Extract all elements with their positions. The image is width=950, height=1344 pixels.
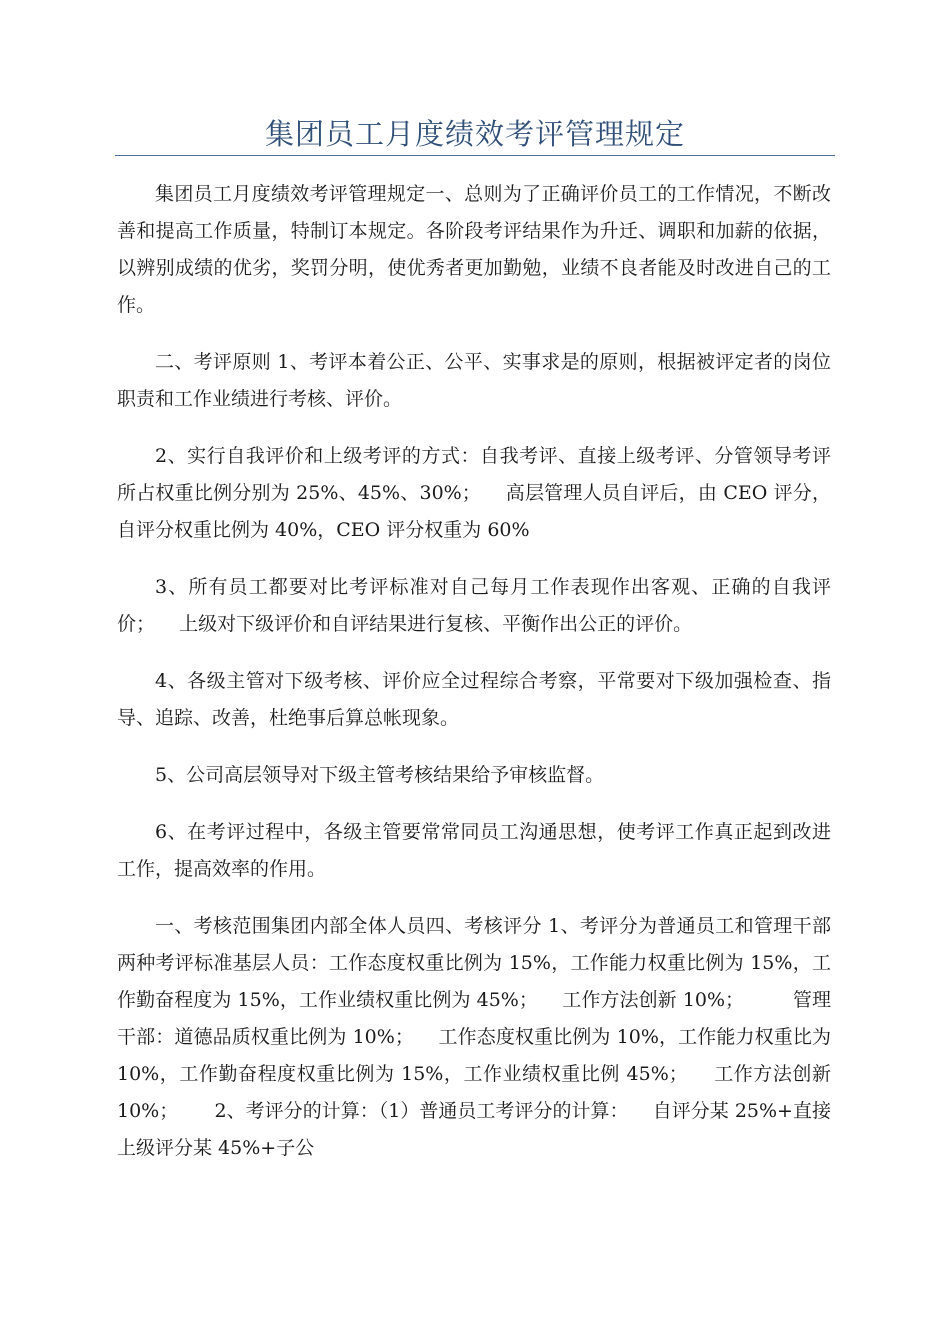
paragraph-principle-1: 二、考评原则 1、考评本着公正、公平、实事求是的原则，根据被评定者的岗位职责和工作业绩进行考核、评价。 bbox=[117, 351, 831, 410]
paragraph-principle-3: 3、所有员工都要对比考评标准对自己每月工作表现作出客观、正确的自我评价； 上级对下级评价和自评结果进行复核、平衡作出公正的评价。 bbox=[117, 576, 831, 635]
document-title: 集团员工月度绩效考评管理规定 bbox=[264, 117, 685, 151]
paragraph-principle-6: 6、在考评过程中，各级主管要常常同员工沟通思想，使考评工作真正起到改进工作，提高效率的作用。 bbox=[117, 821, 831, 880]
paragraph-principle-2: 2、实行自我评价和上级考评的方式：自我考评、直接上级考评、分管领导考评所占权重比例分别为 25%、45%、30%； 高层管理人员自评后，由 CEO 评分，自评分权重比例为 40%，CEO 评分权重为 60% bbox=[117, 445, 831, 541]
paragraph-scope-scoring: 一、考核范围集团内部全体人员四、考核评分 1、考评分为普通员工和管理干部两种考评标准基层人员：工作态度权重比例为 15%，工作能力权重比例为 15%，工作勤奋程度为 15%，工作业绩权重比例为 45%； 工作方法创新 10%； 管理干部：道德品质权重比例为 10%； 工作态度权重比例为 10%，工作能力权重比为 10%，工作勤奋程度权重比例为 15%，工作业绩权重比例 45%； 工作方法创新 10%； 2、考评分的计算：（1）普通员工考评分的计算： 自评分某 25%+直接上级评分某 45%+子公 bbox=[117, 915, 838, 1159]
paragraph-principle-4: 4、各级主管对下级考核、评价应全过程综合考察，平常要对下级加强检查、指导、追踪、改善，杜绝事后算总帐现象。 bbox=[117, 670, 831, 729]
document-body bbox=[117, 176, 838, 1187]
paragraph-principle-5: 5、公司高层领导对下级主管考核结果给予审核监督。 bbox=[155, 764, 605, 786]
paragraph-general: 集团员工月度绩效考评管理规定一、总则为了正确评价员工的工作情况，不断改善和提高工作质量，特制订本规定。各阶段考评结果作为升迁、调职和加薪的依据，以辨别成绩的优劣，奖罚分明，使优秀者更加勤勉，业绩不良者能及时改进自己的工作。 bbox=[117, 183, 831, 316]
title-underline bbox=[115, 155, 835, 156]
